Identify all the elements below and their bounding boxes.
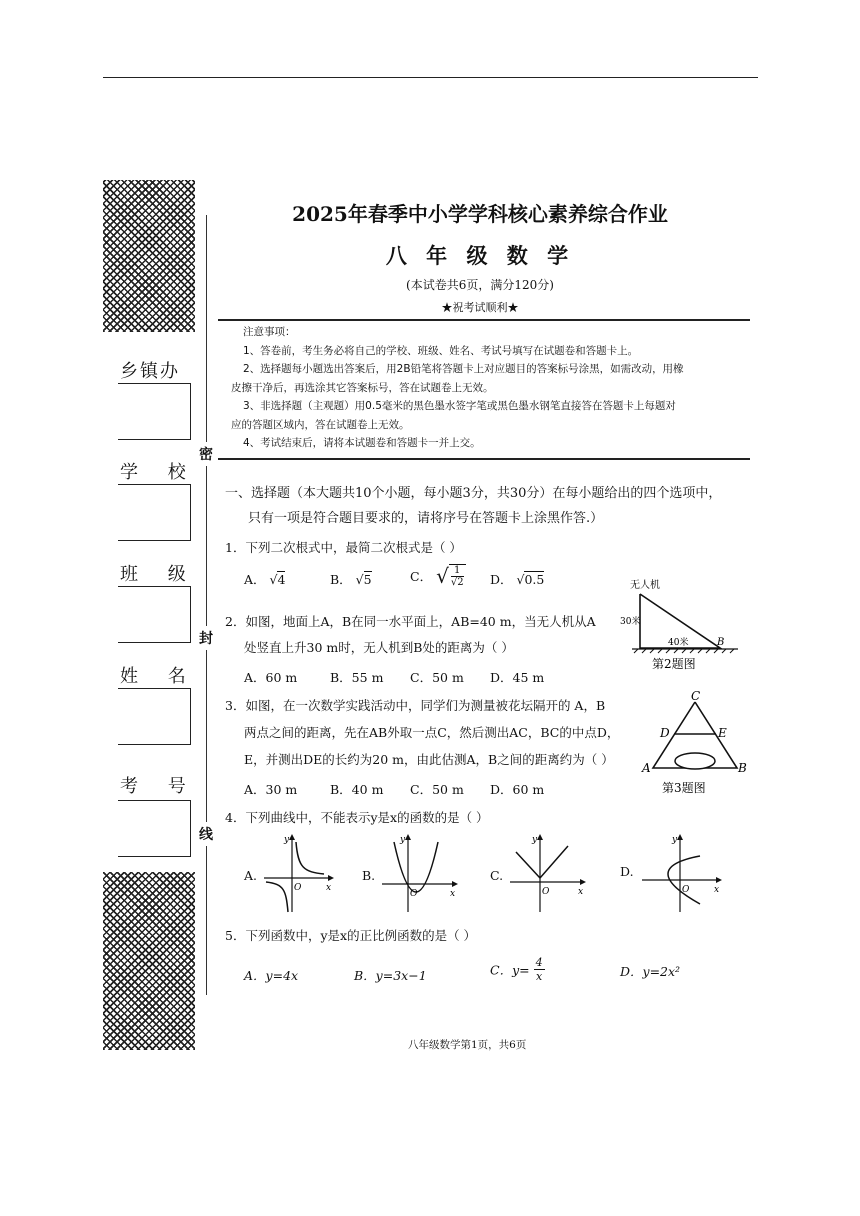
y-arrow bbox=[405, 834, 411, 840]
exam-wish: ★祝考试顺利★ bbox=[441, 301, 519, 314]
x-arrow bbox=[328, 875, 334, 881]
y-arrow bbox=[537, 834, 543, 840]
q4-graph-a[interactable] bbox=[262, 832, 334, 914]
notes-title: 注意事项： bbox=[243, 326, 296, 338]
seal-char-mi: 密 bbox=[199, 442, 213, 466]
origin-label: O bbox=[682, 885, 690, 895]
q5-option-a[interactable]: A．y=4x bbox=[244, 968, 299, 983]
y-arrow bbox=[677, 834, 683, 840]
q2-label-40: 40米 bbox=[668, 638, 689, 648]
curve-branch-1 bbox=[296, 842, 324, 874]
sqrt-sign: √ bbox=[269, 572, 278, 587]
origin-label: O bbox=[542, 887, 550, 897]
security-pattern-top bbox=[103, 180, 195, 332]
q2-option-d[interactable]: D．45 m bbox=[490, 670, 545, 685]
field-label-name: 姓 名 bbox=[120, 666, 198, 687]
q3-flowerbed bbox=[675, 753, 715, 769]
q3-label-b: B bbox=[738, 761, 747, 775]
security-pattern-bottom bbox=[103, 872, 195, 1050]
q4-option-d-label[interactable]: D. bbox=[620, 864, 634, 879]
q3-option-b[interactable]: B．40 m bbox=[330, 782, 384, 797]
q5-stem: 5．下列函数中，y是x的正比例函数的是（ ） bbox=[225, 928, 477, 943]
sqrt-sign: √ bbox=[450, 577, 458, 588]
field-box-school[interactable] bbox=[118, 484, 191, 541]
q1c-fraction: 1 √2 bbox=[450, 565, 464, 588]
binding-line bbox=[206, 215, 207, 995]
exam-info: (本试卷共6页，满分120分) bbox=[406, 278, 554, 292]
field-box-id[interactable] bbox=[118, 800, 191, 857]
q2-line2: 处竖直上升30 m时，无人机到B处的距离为（ ） bbox=[244, 640, 514, 655]
page-footer: 八年级数学第1页，共6页 bbox=[408, 1039, 527, 1051]
q3-line2: 两点之间的距离，先在AB外取一点C，然后测出AC，BC的中点D， bbox=[244, 725, 620, 740]
q5-option-b[interactable]: B．y=3x−1 bbox=[354, 968, 427, 983]
field-label-id: 考 号 bbox=[120, 776, 198, 797]
x-arrow bbox=[716, 877, 722, 883]
q5-option-c[interactable]: C．y= $\frac{4}{x}$ bbox=[490, 956, 543, 983]
y-label: y bbox=[672, 835, 678, 845]
section1-line1: 一、选择题（本大题共10个小题，每小题3分，共30分）在每小题给出的四个选项中， bbox=[225, 486, 722, 501]
field-label-school: 学 校 bbox=[120, 462, 198, 483]
q3-label-c: C bbox=[691, 689, 701, 703]
curve-branch-2 bbox=[266, 882, 288, 912]
field-box-name[interactable] bbox=[118, 688, 191, 745]
q4-option-c-label[interactable]: C. bbox=[490, 868, 504, 883]
curve-v bbox=[516, 846, 568, 878]
q1-option-d[interactable]: D． √0.5 bbox=[490, 572, 545, 587]
q1-option-a[interactable]: A． √4 bbox=[244, 572, 286, 587]
q4-graph-d[interactable] bbox=[640, 832, 724, 914]
q2-label-30: 30米 bbox=[620, 617, 641, 627]
note-3b: 应的答题区域内，答在试题卷上无效。 bbox=[231, 418, 410, 431]
top-rule bbox=[103, 77, 758, 78]
x-label: x bbox=[714, 885, 720, 895]
notes-block bbox=[231, 323, 753, 453]
note-4: 4、考试结束后，请将本试题卷和答题卡一并上交。 bbox=[243, 437, 481, 449]
header-rule bbox=[218, 319, 750, 321]
q3-label-a: A bbox=[642, 761, 651, 775]
section1-line2: 只有一项是符合题目要求的，请将序号在答题卡上涂黑作答.） bbox=[248, 511, 604, 526]
field-box-town[interactable] bbox=[118, 383, 191, 440]
q2-option-b[interactable]: B．55 m bbox=[330, 670, 384, 685]
note-2b: 皮擦干净后，再选涂其它答案标号，答在试题卷上无效。 bbox=[231, 381, 494, 394]
y-label: y bbox=[532, 835, 538, 845]
q4-option-a-label[interactable]: A. bbox=[244, 868, 258, 883]
x-arrow bbox=[580, 879, 586, 885]
sqrt-sign: √ bbox=[436, 564, 449, 588]
q3-line3: E，并测出DE的长约为20 m，由此估测A，B之间的距离约为（ ） bbox=[244, 752, 614, 767]
q2-caption: 第2题图 bbox=[652, 657, 696, 671]
field-label-class: 班 级 bbox=[120, 564, 198, 585]
q4-graph-b[interactable] bbox=[380, 832, 460, 914]
q3-option-c[interactable]: C．50 m bbox=[410, 782, 464, 797]
seal-char-feng: 封 bbox=[199, 626, 213, 650]
exam-title: 2025年春季中小学学科核心素养综合作业 bbox=[292, 202, 668, 226]
q2-option-c[interactable]: C．50 m bbox=[410, 670, 464, 685]
y-arrow bbox=[289, 834, 295, 840]
q3-option-a[interactable]: A．30 m bbox=[244, 782, 298, 797]
q3-line1: 3．如图，在一次数学实践活动中，同学们为测量被花坛隔开的 A，B bbox=[225, 698, 606, 713]
q3-figure bbox=[640, 690, 750, 800]
q2-label-drone: 无人机 bbox=[630, 580, 660, 591]
note-1: 1、答卷前，考生务必将自己的学校、班级、姓名、考试号填写在试题卷和答题卡上。 bbox=[243, 344, 639, 357]
q4-option-b-label[interactable]: B. bbox=[362, 868, 376, 883]
q4-stem: 4．下列曲线中，不能表示y是x的函数的是（ ） bbox=[225, 810, 489, 825]
q2-option-a[interactable]: A．60 m bbox=[244, 670, 298, 685]
q3-caption: 第3题图 bbox=[662, 781, 706, 795]
y-label: y bbox=[400, 835, 406, 845]
field-box-class[interactable] bbox=[118, 586, 191, 643]
sqrt-sign: √ bbox=[355, 572, 364, 587]
origin-label: O bbox=[294, 883, 302, 893]
notes-rule bbox=[218, 458, 750, 460]
note-3: 3、非选择题（主观题）用0.5毫米的黑色墨水签字笔或黑色墨水钢笔直接答在答题卡上每题对 bbox=[243, 400, 676, 412]
seal-char-xian: 线 bbox=[199, 822, 213, 846]
sqrt-sign: √ bbox=[516, 572, 525, 587]
q5c-fraction: $\frac{4}{x}$ bbox=[535, 956, 543, 983]
q2-line1: 2．如图，地面上A，B在同一水平面上，AB=40 m，当无人机从A bbox=[225, 614, 596, 629]
x-label: x bbox=[578, 887, 584, 897]
q2-figure bbox=[620, 578, 740, 673]
exam-subject: 八 年 级 数 学 bbox=[385, 243, 575, 268]
origin-label: O bbox=[410, 889, 418, 899]
y-label: y bbox=[284, 835, 290, 845]
q2-label-b: B bbox=[717, 637, 725, 648]
q1-stem: 1．下列二次根式中，最简二次根式是（ ） bbox=[225, 540, 462, 555]
q3-option-d[interactable]: D．60 m bbox=[490, 782, 545, 797]
note-2: 2、选择题每小题选出答案后，用2B铅笔将答题卡上对应题目的答案标号涂黑，如需改动，用橡 bbox=[243, 363, 684, 375]
x-label: x bbox=[326, 883, 332, 893]
q5-option-d[interactable]: D．y=2x² bbox=[620, 964, 681, 979]
q1-option-b[interactable]: B． √5 bbox=[330, 572, 372, 587]
x-label: x bbox=[450, 889, 456, 899]
q3-label-e: E bbox=[718, 726, 727, 740]
q4-graph-c[interactable] bbox=[508, 832, 588, 914]
field-label-town: 乡镇办 bbox=[120, 361, 180, 382]
x-arrow bbox=[452, 881, 458, 887]
q3-label-d: D bbox=[660, 726, 670, 740]
q1-option-c[interactable]: C． √ 1 √2 bbox=[410, 564, 464, 588]
